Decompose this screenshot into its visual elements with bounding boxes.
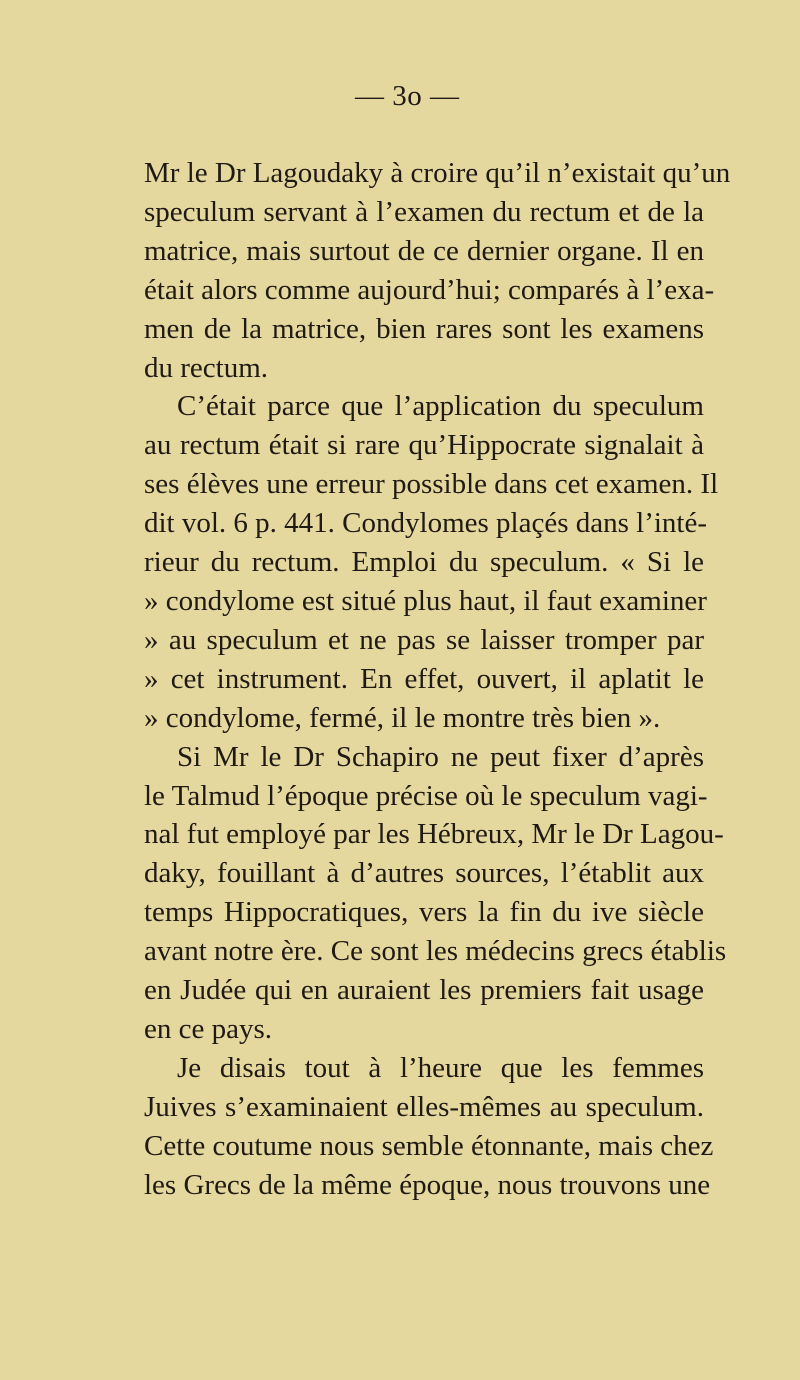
text-line: rieur du rectum. Emploi du speculum. « Si le — [144, 546, 704, 579]
text-line: était alors comme aujourd’hui; comparés à l’exa- — [144, 273, 715, 306]
text-line: le Talmud l’époque précise où le speculum vagi- — [144, 779, 708, 812]
page-number: — 3o — — [355, 80, 460, 112]
text-line: en Judée qui en auraient les premiers fait usage — [144, 974, 704, 1007]
text-line: au rectum était si rare qu’Hippocrate signalait à — [144, 429, 704, 462]
text-line: » cet instrument. En effet, ouvert, il aplatit le — [144, 662, 704, 695]
text-line: Cette coutume nous semble étonnante, mais chez — [144, 1129, 714, 1162]
text-line: speculum servant à l’examen du rectum et de la — [144, 195, 704, 228]
text-line: C’était parce que l’application du speculum — [177, 390, 704, 423]
text-line: Je disais tout à l’heure que les femmes — [177, 1051, 704, 1084]
text-line: ses élèves une erreur possible dans cet examen. Il — [144, 468, 719, 501]
text-line: » condylome est situé plus haut, il faut examiner — [144, 584, 707, 617]
text-line: daky, fouillant à d’autres sources, l’établit aux — [144, 857, 704, 890]
text-line: temps Hippocratiques, vers la fin du ive siècle — [144, 896, 704, 929]
text-line: » condylome, fermé, il le montre très bien ». — [144, 701, 661, 734]
text-line: du rectum. — [144, 351, 269, 384]
text-line: en ce pays. — [144, 1012, 273, 1045]
body-text — [144, 154, 731, 1204]
text-line: Si Mr le Dr Schapiro ne peut fixer d’après — [177, 740, 704, 773]
text-line: nal fut employé par les Hébreux, Mr le Dr Lagou- — [144, 818, 724, 851]
text-line: les Grecs de la même époque, nous trouvons une — [144, 1168, 711, 1201]
text-line: Juives s’examinaient elles-mêmes au speculum. — [144, 1090, 704, 1123]
text-line: men de la matrice, bien rares sont les examens — [144, 312, 704, 345]
text-line: Mr le Dr Lagoudaky à croire qu’il n’existait qu’un — [144, 157, 731, 189]
text-line: » au speculum et ne pas se laisser tromper par — [144, 623, 704, 656]
text-line: dit vol. 6 p. 441. Condylomes plaçés dans l’inté- — [144, 507, 708, 540]
text-line: avant notre ère. Ce sont les médecins grecs établis — [144, 935, 727, 968]
text-line: matrice, mais surtout de ce dernier organe. Il en — [144, 234, 704, 267]
